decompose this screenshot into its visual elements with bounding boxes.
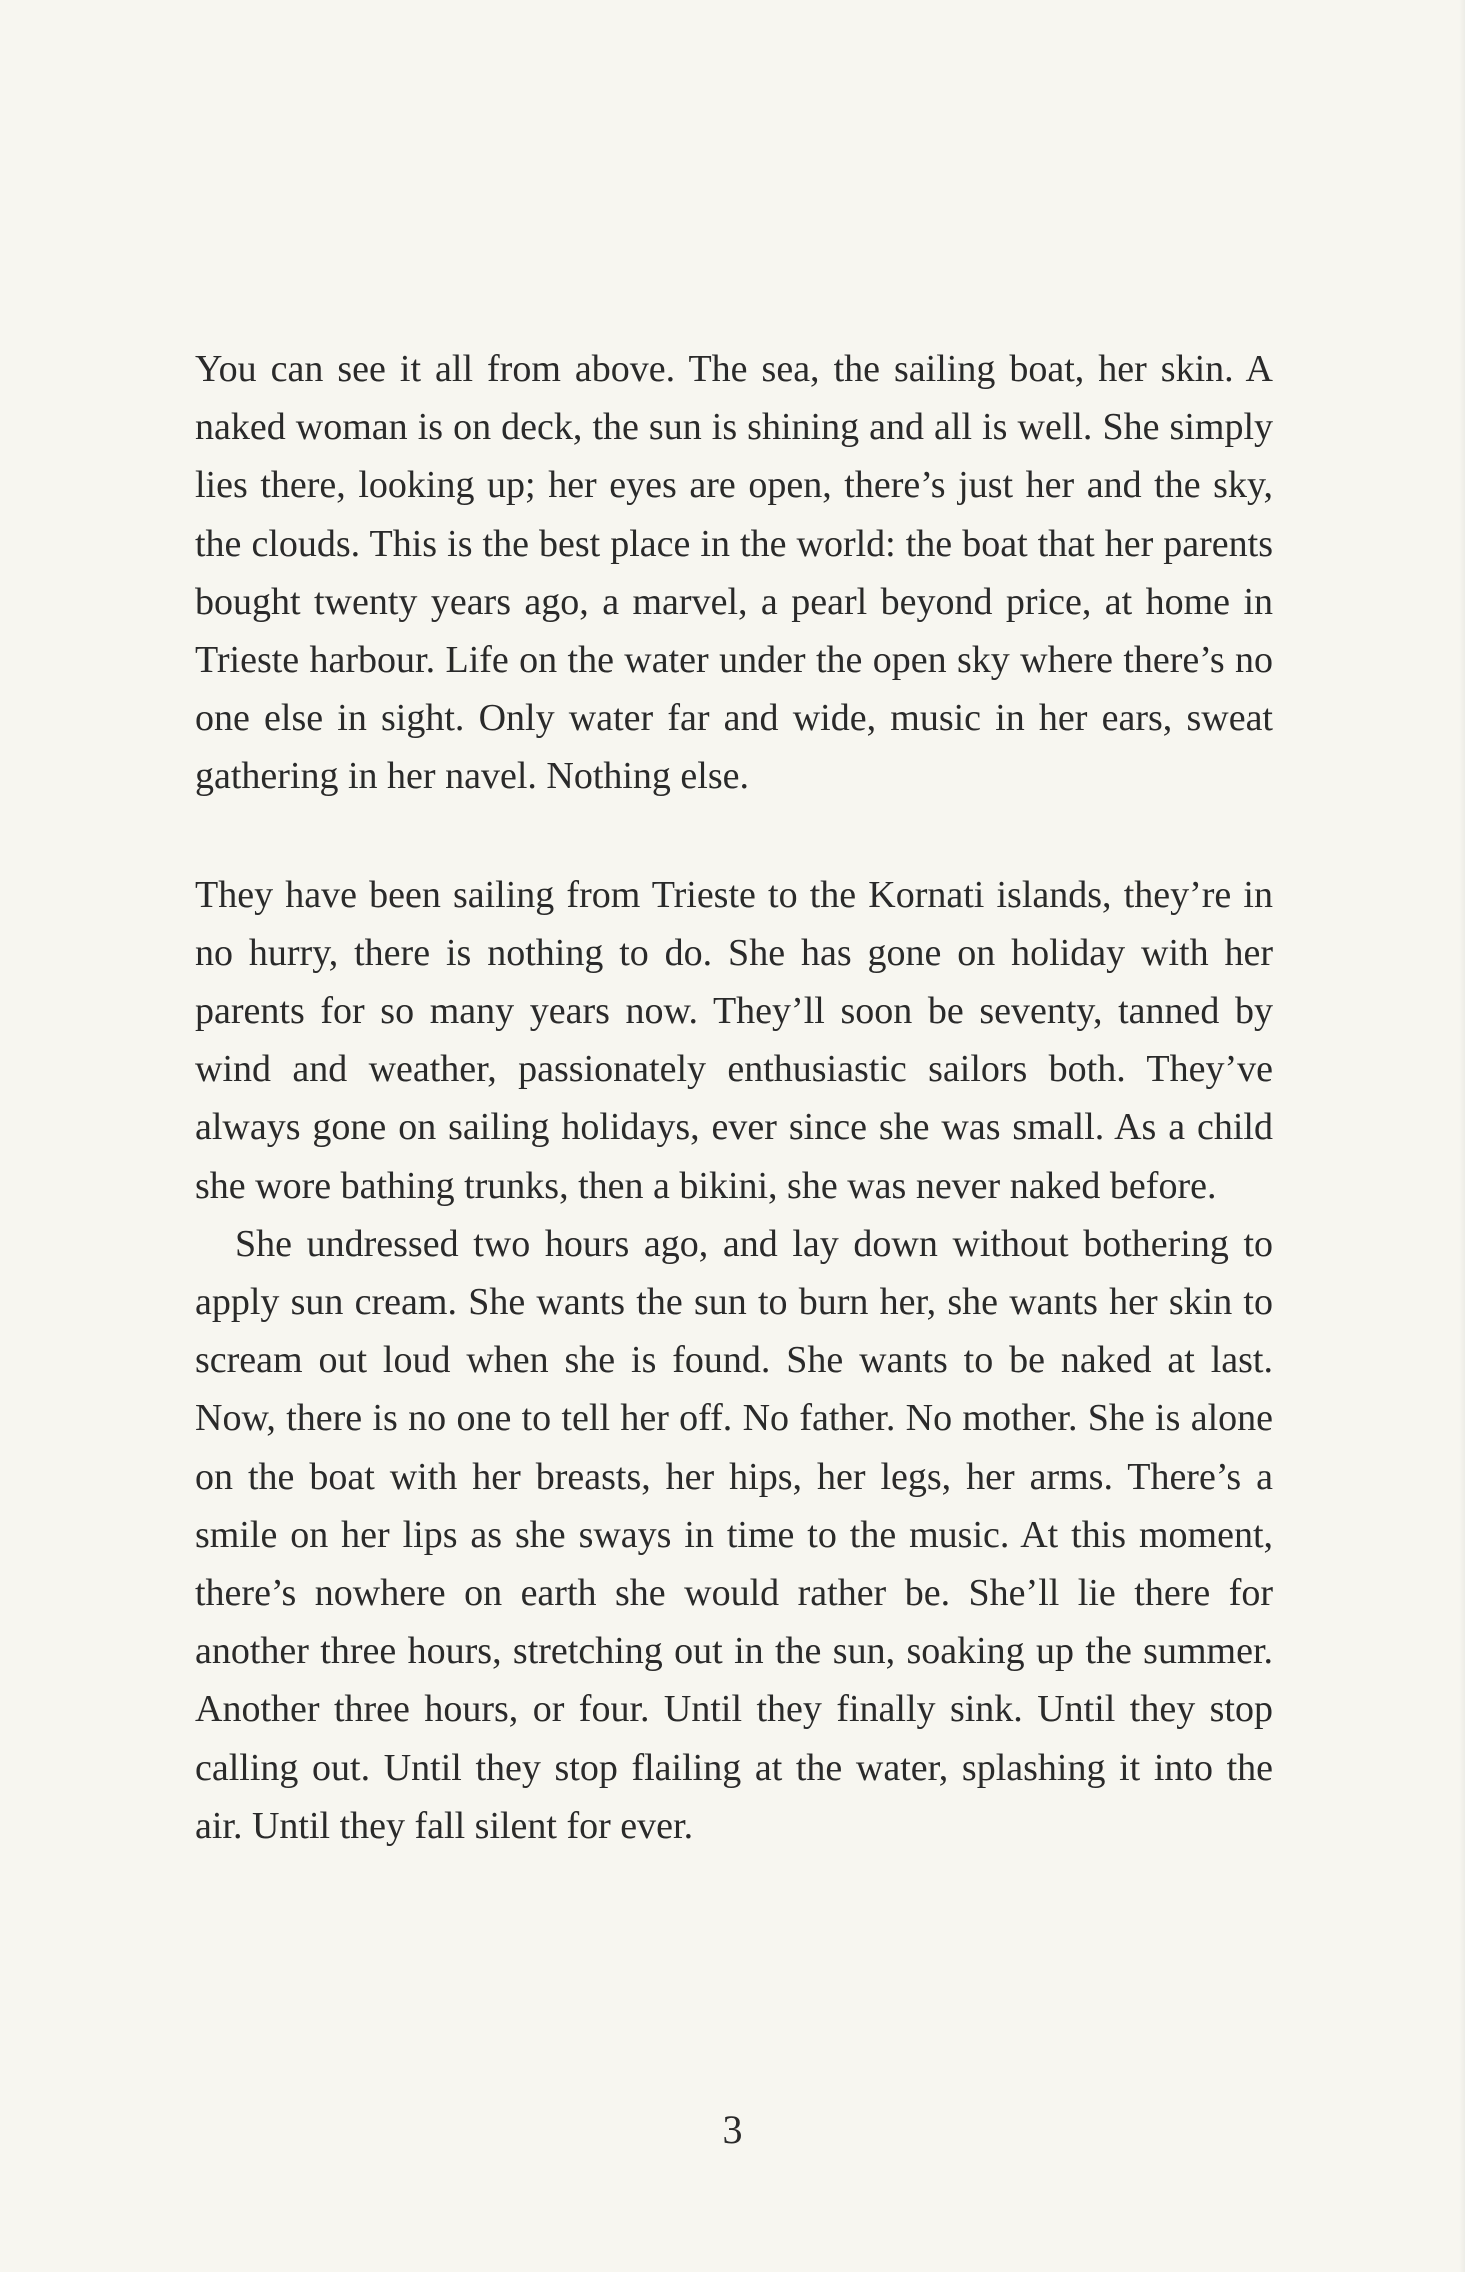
paragraph-1: You can see it all from above. The sea, the sailing boat, her skin. A naked woman is on deck, the sun is shining and all is well. She simply lies there, looking up; her eyes are open, there’s just her and the sky, the clouds. This is the best place in the world: the boat that her parents bought twenty years ago, a marvel, a pearl beyond price, at home in Trieste harbour. Life on the water under the open sky where there’s no one else in sight. Only water far and wide, music in her ears, sweat gathering in her navel. Nothing else. <box>195 348 1273 798</box>
page-body <box>195 340 1273 1855</box>
paragraph-3: She undressed two hours ago, and lay down without bothering to apply sun cream. She wants the sun to burn her, she wants her skin to scream out loud when she is found. She wants to be naked at last. Now, there is no one to tell her off. No father. No mother. She is alone on the boat with her breasts, her hips, her legs, her arms. There’s a smile on her lips as she sways in time to the music. At this moment, there’s nowhere on earth she would rather be. She’ll lie there for another three hours, stretching out in the sun, soaking up the summer. Another three hours, or four. Until they finally sink. Until they stop calling out. Until they stop flailing at the water, splashing it into the air. Until they fall silent for ever. <box>195 1222 1273 1847</box>
paragraph-2: They have been sailing from Trieste to the Kornati islands, they’re in no hurry, there is nothing to do. She has gone on holiday with her parents for so many years now. They’ll soon be seventy, tanned by wind and weather, passionately enthusiastic sailors both. They’ve always gone on sailing holidays, ever since she was small. As a child she wore bathing trunks, then a bikini, she was never naked before. <box>195 873 1273 1207</box>
page-edge-shadow <box>1459 0 1465 2272</box>
page-number: 3 <box>722 2107 743 2152</box>
